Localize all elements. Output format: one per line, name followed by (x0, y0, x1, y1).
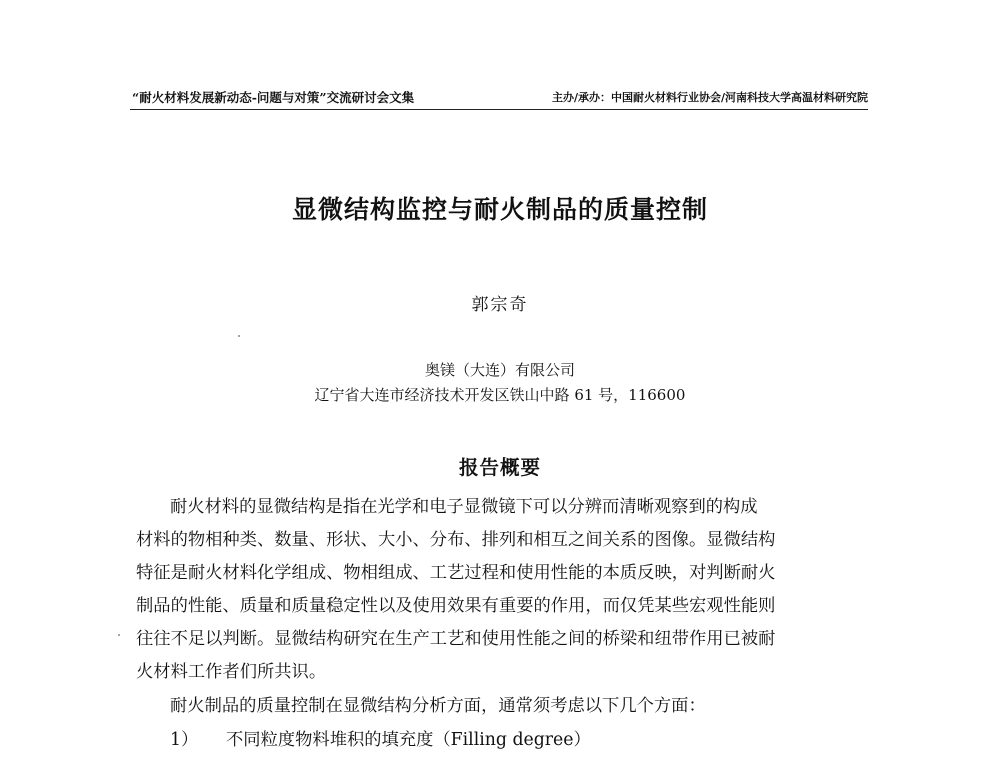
affiliation-address: 辽宁省大连市经济技术开发区铁山中路 61 号，116600 (314, 386, 686, 404)
affiliation-company: 奥镁（大连）有限公司 (424, 361, 575, 379)
running-header (132, 88, 868, 108)
abstract-line: 材料的物相种类、数量、形状、大小、分布、排列和相互之间关系的图像。显微结构 (136, 530, 776, 550)
header-conference-title: “耐火材料发展新动态-问题与对策”交流研讨会文集 (132, 90, 415, 105)
list-item-text: 不同粒度物料堆积的填充度（Filling degree） (226, 730, 591, 750)
header-organizers: 主办/承办：中国耐火材料行业协会/河南科技大学高温材料研究院 (551, 91, 868, 104)
list-item-number: 1） (170, 730, 199, 750)
author-name: 郭宗奇 (471, 295, 529, 315)
header-rule (130, 109, 868, 110)
abstract-line: 特征是耐火材料化学组成、物相组成、工艺过程和使用性能的本质反映，对判断耐火 (136, 563, 776, 583)
abstract-line: 耐火材料的显微结构是指在光学和电子显微镜下可以分辨而清晰观察到的构成 (170, 497, 758, 517)
abstract-line: 火材料工作者们所共识。 (136, 662, 327, 682)
abstract-line: 制品的性能、质量和质量稳定性以及使用效果有重要的作用，而仅凭某些宏观性能则 (136, 596, 776, 616)
paper-title: 显微结构监控与耐火制品的质量控制 (291, 195, 708, 224)
scan-speck (118, 634, 120, 636)
list-item (170, 727, 866, 753)
abstract-line: 往往不足以判断。显微结构研究在生产工艺和使用性能之间的桥梁和纽带作用已被耐 (136, 629, 776, 649)
scan-speck (238, 335, 240, 337)
abstract-heading: 报告概要 (458, 456, 541, 479)
abstract-line: 耐火制品的质量控制在显微结构分析方面，通常须考虑以下几个方面： (170, 696, 706, 716)
